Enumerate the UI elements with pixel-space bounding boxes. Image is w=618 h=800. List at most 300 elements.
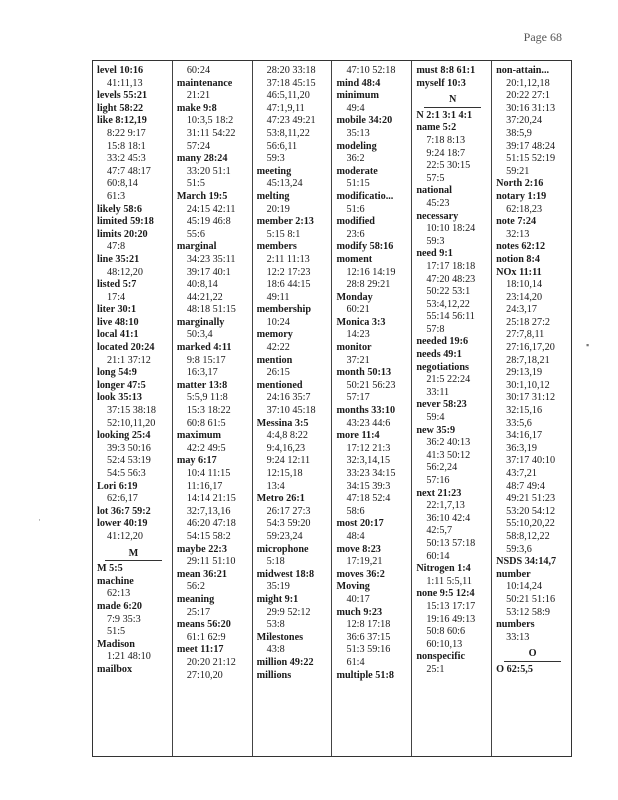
index-term: light 58:22	[97, 102, 144, 114]
index-page-ref: 49:4	[346, 102, 365, 114]
index-term: never 58:23	[416, 399, 467, 411]
index-page-ref: 10:14,24	[506, 581, 543, 593]
index-term: matter 13:8	[176, 379, 228, 391]
index-page-ref: 56:2	[186, 581, 205, 593]
index-page-ref: 50:22 53:1	[426, 286, 471, 298]
index-page-ref: 9:24 12:11	[266, 455, 311, 467]
index-term: marginal	[176, 241, 217, 253]
index-page-ref: 34:15 39:3	[346, 480, 391, 492]
index-term: new 35:9	[416, 424, 456, 436]
index-page-ref: 37:10 45:18	[266, 405, 316, 417]
scan-artifact: ·	[38, 515, 41, 525]
index-page-ref: 22:1,7,13	[426, 500, 465, 512]
index-column-1	[93, 61, 173, 756]
index-page-ref: 51:15 52:19	[506, 153, 556, 165]
index-page-ref: 7:18 8:13	[426, 134, 466, 146]
index-page-ref: 60:14	[426, 550, 450, 562]
index-term: most 20:17	[336, 518, 384, 530]
index-page-ref: 24:3,17	[506, 304, 537, 316]
index-page-ref: 62:13	[107, 588, 131, 600]
index-page-ref: 42:2 49:5	[186, 442, 226, 454]
index-page-ref: 17:4	[107, 291, 126, 303]
index-page-ref: 51:3 59:16	[346, 644, 391, 656]
index-term: look 35:13	[97, 392, 142, 404]
index-page-ref: 54:5 56:3	[107, 468, 146, 479]
index-page-ref: 9:4,16,23	[266, 442, 306, 454]
index-page-ref: 12:8 17:18	[346, 619, 391, 631]
index-page-ref: 43:8	[266, 644, 285, 656]
index-page-ref: 22:5 30:15	[426, 160, 471, 172]
index-term: moves 36:2	[336, 568, 385, 580]
index-page-ref: 10:10 18:24	[426, 223, 476, 235]
index-page-ref: 56:6,11	[266, 140, 298, 152]
index-term: notary 1:19	[496, 190, 547, 202]
index-term: longer 47:5	[97, 379, 146, 391]
index-term: note 7:24	[496, 216, 537, 228]
index-page-ref: 16:3,17	[186, 367, 218, 379]
index-page-ref: 15:3 18:22	[186, 405, 231, 417]
index-term: NSDS 34:14,7	[496, 556, 557, 568]
index-page-ref: 37:18 45:15	[266, 77, 316, 89]
index-term: long 54:9	[97, 367, 137, 379]
index-page-ref: 30:16 31:13	[506, 102, 556, 114]
index-page-ref: 21:21	[186, 90, 211, 102]
index-term: monitor	[336, 342, 372, 354]
index-term: memory	[256, 329, 293, 341]
index-page-ref: 42:22	[266, 342, 290, 354]
index-page-ref: 36:10 42:4	[426, 512, 471, 524]
index-page-ref: 33:11	[426, 386, 450, 398]
index-page-ref: 47:8	[107, 241, 126, 253]
index-page-ref: 30:1,10,12	[506, 379, 550, 391]
index-page-ref: 17:12 21:3	[346, 442, 391, 454]
index-term: Monica 3:3	[336, 316, 386, 328]
index-term: M 5:5	[97, 563, 123, 575]
index-page-ref: 59:3	[426, 235, 445, 247]
index-page-ref: 52:10,11,20	[107, 417, 156, 429]
index-term: lower 40:19	[97, 518, 148, 530]
index-term: nonspecific	[416, 651, 465, 663]
index-page-ref: 51:6	[346, 203, 365, 215]
index-term: N 2:1 3:1 4:1	[416, 109, 473, 121]
index-page-ref: 60:8 61:5	[186, 417, 226, 429]
index-page-ref: 57:24	[186, 140, 211, 152]
index-term: modified	[336, 216, 375, 228]
index-page-ref: 7:9 35:3	[107, 613, 141, 625]
index-page-ref: 41:11,13	[107, 77, 143, 89]
index-page-ref: 28:20 33:18	[266, 65, 316, 76]
index-term: March 19:5	[176, 190, 228, 202]
index-term: make 9:8	[176, 102, 217, 114]
index-page-ref: 48:18 51:15	[186, 304, 236, 316]
index-page-ref: 20:20 21:12	[186, 656, 236, 668]
index-term: levels 55:21	[97, 90, 148, 102]
index-page-ref: 30:17 31:12	[506, 392, 556, 404]
index-term: notes 62:12	[496, 241, 546, 253]
index-term: mobile 34:20	[336, 115, 393, 127]
index-page-ref: 57:5	[426, 172, 445, 184]
index-page-ref: 40:17	[346, 593, 370, 605]
index-page-ref: 25:17	[186, 606, 211, 618]
index-page-ref: 55:6	[186, 228, 205, 240]
index-page-ref: 47:23 49:21	[266, 115, 316, 127]
index-page-ref: 54:15 58:2	[186, 530, 231, 542]
index-term: lot 36:7 59:2	[97, 505, 151, 517]
index-column-2	[173, 61, 253, 756]
index-section-letter: N	[424, 94, 481, 108]
index-page-ref: 32:13	[506, 228, 530, 240]
index-term: Moving	[336, 581, 370, 593]
index-term: mention	[256, 354, 293, 366]
index-page-ref: 12:2 17:23	[266, 266, 311, 278]
index-term: Messina 3:5	[256, 417, 309, 429]
index-page-ref: 8:22 9:17	[107, 127, 146, 139]
index-page-ref: 5:18	[266, 556, 285, 568]
index-page-ref: 49:11	[266, 291, 290, 303]
index-page-ref: 29:9 52:12	[266, 606, 311, 618]
index-term: level 10:16	[97, 65, 144, 76]
index-page-ref: 50:13 57:18	[426, 537, 476, 549]
index-term: meaning	[176, 593, 215, 605]
index-page-ref: 59:21	[506, 165, 530, 177]
index-page-ref: 50:21 56:23	[346, 379, 396, 391]
index-page-ref: 56:2,24	[426, 462, 458, 474]
index-page-ref: 15:13 17:17	[426, 600, 476, 612]
index-page-ref: 38:5,9	[506, 127, 532, 139]
index-page-ref: 51:5	[186, 178, 205, 190]
index-page-ref: 26:17 27:3	[266, 505, 311, 517]
index-term: marked 4:11	[176, 342, 232, 354]
index-page-ref: 28:8 29:21	[346, 279, 391, 291]
index-page-ref: 31:11 54:22	[186, 127, 236, 139]
index-page-ref: 47:18 52:4	[346, 493, 391, 505]
index-page-ref: 33:20 51:1	[186, 165, 231, 177]
index-page-ref: 61:4	[346, 656, 365, 668]
index-term: meeting	[256, 165, 292, 177]
index-page-ref: 14:23	[346, 329, 370, 341]
index-page-ref: 36:6 37:15	[346, 631, 391, 643]
index-term: millions	[256, 669, 292, 681]
index-page-ref: 36:2 40:13	[426, 437, 471, 449]
index-term: many 28:24	[176, 153, 228, 165]
index-page-ref: 33:23 34:15	[346, 468, 396, 479]
index-page-ref: 21:5 22:24	[426, 374, 471, 386]
index-term: limits 20:20	[97, 228, 148, 240]
index-term: more 11:4	[336, 430, 380, 442]
index-page-ref: 60:8,14	[107, 178, 138, 190]
index-page-ref: 43:23 44:6	[346, 417, 391, 429]
index-term: necessary	[416, 210, 459, 222]
index-page-ref: 58:6	[346, 505, 365, 517]
index-page-ref: 5:5,9 11:8	[186, 392, 228, 404]
index-term: listed 5:7	[97, 279, 137, 291]
index-page-ref: 32:7,13,16	[186, 505, 231, 517]
index-page-ref: 48:4	[346, 530, 365, 542]
index-page-ref: 51:15	[346, 178, 370, 190]
index-page-ref: 41:12,20	[107, 530, 143, 542]
index-term: none 9:5 12:4	[416, 588, 475, 600]
index-page-ref: 53:20 54:12	[506, 505, 556, 517]
index-page-ref: 10:3,5 18:2	[186, 115, 234, 127]
index-page-ref: 62:18,23	[506, 203, 543, 215]
index-term: next 21:23	[416, 487, 462, 499]
index-page-ref: 50:3,4	[186, 329, 213, 341]
index-page-ref: 32:3,14,15	[346, 455, 391, 467]
index-page-ref: 50:8 60:6	[426, 626, 466, 638]
index-term: liter 30:1	[97, 304, 137, 316]
index-page-ref: 45:23	[426, 197, 450, 209]
index-page-ref: 58:8,12,22	[506, 530, 550, 542]
index-page-ref: 37:15 38:18	[107, 405, 156, 417]
index-term: looking 25:4	[97, 430, 151, 442]
index-column-4	[332, 61, 412, 756]
index-page-ref: 9:8 15:17	[186, 354, 226, 366]
index-term: number	[496, 568, 531, 580]
index-page-ref: 41:3 50:12	[426, 449, 471, 461]
index-page-ref: 53:4,12,22	[426, 298, 470, 310]
index-page-ref: 47:1,9,11	[266, 102, 305, 114]
index-page-ref: 15:8 18:1	[107, 140, 146, 152]
index-term: local 41:1	[97, 329, 139, 341]
index-term: modificatio...	[336, 190, 394, 202]
index-term: maybe 22:3	[176, 543, 227, 555]
index-term: might 9:1	[256, 593, 299, 605]
index-term: modeling	[336, 140, 377, 152]
index-term: multiple 51:8	[336, 669, 394, 681]
index-term: membership	[256, 304, 311, 316]
index-page-ref: 46:20 47:18	[186, 518, 236, 530]
index-page-ref: 40:8,14	[186, 279, 218, 291]
index-term: name 5:2	[416, 122, 457, 134]
index-page-ref: 35:19	[266, 581, 290, 593]
index-term: moment	[336, 253, 373, 265]
index-page-ref: 14:14 21:15	[186, 493, 236, 505]
index-page-ref: 9:24 18:7	[426, 147, 466, 159]
index-column-3	[253, 61, 333, 756]
page-number: Page 68	[523, 30, 562, 44]
index-column-6	[492, 61, 571, 756]
index-page-ref: 1:21 48:10	[107, 651, 151, 663]
index-page-ref: 13:4	[266, 480, 285, 492]
index-term: NOx 11:11	[496, 266, 542, 278]
index-page-ref: 57:17	[346, 392, 370, 404]
index-page-ref: 47:20 48:23	[426, 273, 476, 285]
index-term: Metro 26:1	[256, 493, 305, 505]
index-page-ref: 33:13	[506, 631, 530, 643]
index-page-ref: 43:7,21	[506, 468, 537, 479]
index-page-ref: 53:12 58:9	[506, 606, 551, 618]
index-page-ref: 19:16 49:13	[426, 613, 476, 625]
index-page-ref: 47:10 52:18	[346, 65, 396, 76]
index-page-ref: 44:21,22	[186, 291, 223, 303]
index-term: Monday	[336, 291, 373, 303]
index-term: likely 58:6	[97, 203, 142, 215]
index-page-ref: 33:5,6	[506, 417, 532, 429]
index-term: must 8:8 61:1	[416, 65, 476, 76]
index-term: made 6:20	[97, 600, 142, 612]
index-term: month 50:13	[336, 367, 392, 379]
index-page-ref: 53:8	[266, 619, 285, 631]
index-page-ref: 48:12,20	[107, 266, 143, 278]
index-page-ref: 28:7,18,21	[506, 354, 550, 366]
index-term: Lori 6:19	[97, 480, 138, 492]
index-page-ref: 39:17 40:1	[186, 266, 231, 278]
index-page-ref: 61:3	[107, 190, 126, 202]
index-page-ref: 24:16 35:7	[266, 392, 311, 404]
index-page-ref: 59:4	[426, 412, 445, 424]
index-page-ref: 47:7 48:17	[107, 165, 151, 177]
index-page-ref: 57:8	[426, 323, 445, 335]
index-page-ref: 60:21	[346, 304, 370, 316]
index-term: national	[416, 185, 452, 197]
index-term: notion 8:4	[496, 253, 541, 265]
index-term: mentioned	[256, 379, 303, 391]
index-page-ref: 54:3 59:20	[266, 518, 311, 530]
index-term: machine	[97, 575, 134, 587]
index-term: move 8:23	[336, 543, 381, 555]
index-page-ref: 10:4 11:15	[186, 468, 231, 479]
index-term: mean 36:21	[176, 568, 227, 580]
index-page-ref: 27:7,8,11	[506, 329, 545, 341]
index-term: North 2:16	[496, 178, 544, 190]
index-page-ref: 5:15 8:1	[266, 228, 301, 240]
index-term: members	[256, 241, 297, 253]
index-page-ref: 10:24	[266, 316, 290, 328]
index-term: need 9:1	[416, 248, 453, 260]
index-page-ref: 11:16,17	[186, 480, 223, 492]
index-page-ref: 17:19,21	[346, 556, 383, 568]
index-page-ref: 52:4 53:19	[107, 455, 151, 467]
index-page-ref: 36:2	[346, 153, 365, 165]
index-page-ref: 20:22 27:1	[506, 90, 551, 102]
index-term: Madison	[97, 638, 135, 650]
index-page-ref: 45:13,24	[266, 178, 303, 190]
index-term: marginally	[176, 316, 225, 328]
index-term: minimum	[336, 90, 379, 102]
index-term: mind 48:4	[336, 77, 381, 89]
index-page-ref: 37:21	[346, 354, 370, 366]
index-page-ref: 55:14 56:11	[426, 311, 475, 323]
index-column-5	[412, 61, 492, 756]
index-page-ref: 59:23,24	[266, 530, 303, 542]
index-page-ref: 27:10,20	[186, 669, 223, 681]
index-section-letter: O	[504, 648, 561, 662]
index-term: O 62:5,5	[496, 663, 533, 675]
index-term: microphone	[256, 543, 309, 555]
index-term: melting	[256, 190, 290, 202]
index-page-ref: 26:15	[266, 367, 290, 379]
index-page-ref: 53:8,11,22	[266, 127, 310, 139]
index-term: meet 11:17	[176, 644, 224, 656]
index-page-ref: 46:5,11,20	[266, 90, 310, 102]
index-page-ref: 49:21 51:23	[506, 493, 556, 505]
index-term: may 6:17	[176, 455, 217, 467]
index-page-ref: 25:18 27:2	[506, 316, 551, 328]
word-index-table	[92, 60, 572, 757]
index-page-ref: 23:14,20	[506, 291, 543, 303]
index-page-ref: 2:11 11:13	[266, 253, 310, 265]
index-page-ref: 61:1 62:9	[186, 631, 226, 643]
index-page-ref: 34:16,17	[506, 430, 543, 442]
index-page-ref: 29:13,19	[506, 367, 543, 379]
index-term: means 56:20	[176, 619, 231, 631]
index-term: non-attain...	[496, 65, 550, 76]
index-term: modify 58:16	[336, 241, 394, 253]
index-page-ref: 42:5,7	[426, 525, 453, 537]
index-page-ref: 60:10,13	[426, 638, 463, 650]
index-page-ref: 27:16,17,20	[506, 342, 555, 354]
index-term: member 2:13	[256, 216, 314, 228]
index-page-ref: 37:17 40:10	[506, 455, 556, 467]
index-page-ref: 36:3,19	[506, 442, 537, 454]
index-page-ref: 50:21 51:16	[506, 593, 556, 605]
index-section-letter: M	[105, 548, 162, 562]
index-page-ref: 29:11 51:10	[186, 556, 236, 568]
index-term: moderate	[336, 165, 378, 177]
index-term: maximum	[176, 430, 221, 442]
index-term: needs 49:1	[416, 349, 462, 361]
index-term: limited 59:18	[97, 216, 154, 228]
index-page-ref: 33:2 45:3	[107, 153, 146, 165]
index-page-ref: 1:11 5:5,11	[426, 575, 472, 587]
scan-artifact: ▪	[586, 340, 590, 350]
index-page-ref: 51:5	[107, 626, 126, 638]
index-page-ref: 12:15,18	[266, 468, 303, 479]
index-page-ref: 57:16	[426, 475, 450, 486]
index-term: much 9:23	[336, 606, 383, 618]
index-term: negotiations	[416, 361, 469, 373]
index-page-ref: 39:3 50:16	[107, 442, 151, 454]
index-page-ref: 39:17 48:24	[506, 140, 556, 152]
index-term: like 8:12,19	[97, 115, 147, 127]
index-term: live 48:10	[97, 316, 139, 328]
index-term: Milestones	[256, 631, 304, 643]
index-term: Nitrogen 1:4	[416, 563, 471, 575]
index-page-ref: 35:13	[346, 127, 370, 139]
index-term: mailbox	[97, 663, 133, 675]
index-page-ref: 34:23 35:11	[186, 253, 236, 265]
index-term: midwest 18:8	[256, 568, 315, 580]
index-term: needed 19:6	[416, 336, 469, 348]
index-term: months 33:10	[336, 405, 396, 417]
index-page-ref: 60:24	[186, 65, 211, 76]
index-page-ref: 37:20,24	[506, 115, 543, 127]
index-term: maintenance	[176, 77, 233, 89]
index-page-ref: 17:17 18:18	[426, 260, 476, 272]
index-page-ref: 18:6 44:15	[266, 279, 311, 291]
index-page-ref: 24:15 42:11	[186, 203, 236, 215]
index-page-ref: 21:1 37:12	[107, 354, 151, 366]
index-page-ref: 59:3	[266, 153, 285, 165]
index-page-ref: 12:16 14:19	[346, 266, 396, 278]
index-term: line 35:21	[97, 253, 140, 265]
index-page-ref: 23:6	[346, 228, 365, 240]
index-page-ref: 59:3,6	[506, 543, 532, 555]
index-page-ref: 18:10,14	[506, 279, 543, 291]
index-page-ref: 25:1	[426, 663, 445, 675]
index-page-ref: 20:19	[266, 203, 290, 215]
index-term: myself 10:3	[416, 77, 466, 89]
index-page-ref: 55:10,20,22	[506, 518, 555, 530]
index-term: million 49:22	[256, 656, 314, 668]
index-page-ref: 4:4,8 8:22	[266, 430, 308, 442]
index-page-ref: 32:15,16	[506, 405, 543, 417]
index-term: numbers	[496, 619, 535, 631]
index-page-ref: 48:7 49:4	[506, 480, 545, 492]
index-page-ref: 45:19 46:8	[186, 216, 231, 228]
index-page-ref: 62:6,17	[107, 493, 138, 505]
index-term: located 20:24	[97, 342, 155, 354]
